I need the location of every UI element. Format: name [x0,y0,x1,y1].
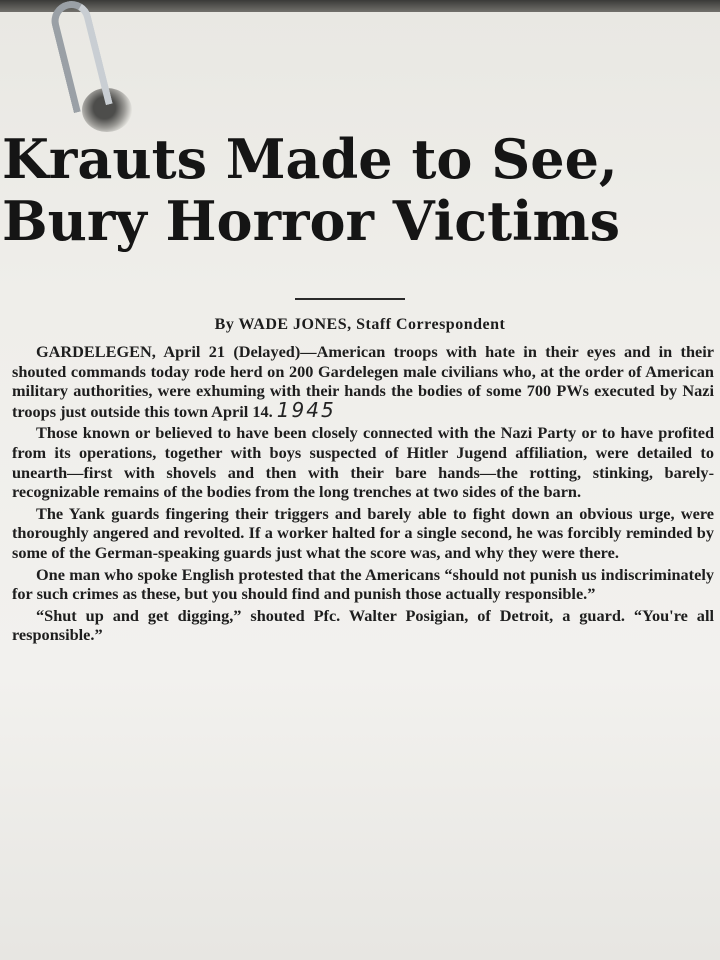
dateline: GARDELEGEN, April 21 (Delayed) [36,342,301,361]
headline-line-1: Krauts Made to See, [2,127,618,191]
headline-rule [295,298,405,300]
paragraph-1-text: —American troops with hate in their eyes and in their shouted commands today rode herd on 200 Gardelegen male civilians who, at the order of American military authorities, were exhuming with their hands the bodies of some 700 PWs executed by Nazi troops just outside this town April 14. [12,342,714,421]
headline [2,128,720,252]
paragraph-3: The Yank guards fingering their triggers and barely able to fight down an obvious urge, were thoroughly angered and revolted. If a worker halted for a single second, he was forcibly reminded by some of the German-speaking guards just what the score was, and why they were there. [12,503,714,562]
paragraph-1 [12,342,714,421]
headline-line-2: Bury Horror Victims [2,189,621,253]
handwritten-year: 1945 [276,397,336,422]
paragraph-5: “Shut up and get digging,” shouted Pfc. Walter Posigian, of Detroit, a guard. “You're all responsible.” [12,605,714,645]
article-body [12,342,714,645]
paragraph-2: Those known or believed to have been closely connected with the Nazi Party or to have profited from its operations, together with boys suspected of Hitler Jugend affiliation, were detailed to unearth—first with shovels and then with their bare hands—the rotting, stinking, barely-recognizable remains of the bodies from the long trenches at two sides of the barn. [12,423,714,502]
byline: By WADE JONES, Staff Correspondent [214,316,506,333]
paragraph-4: One man who spoke English protested that the Americans “should not punish us indiscriminately for such crimes as these, but you should find and punish those actually responsible.” [12,564,714,604]
